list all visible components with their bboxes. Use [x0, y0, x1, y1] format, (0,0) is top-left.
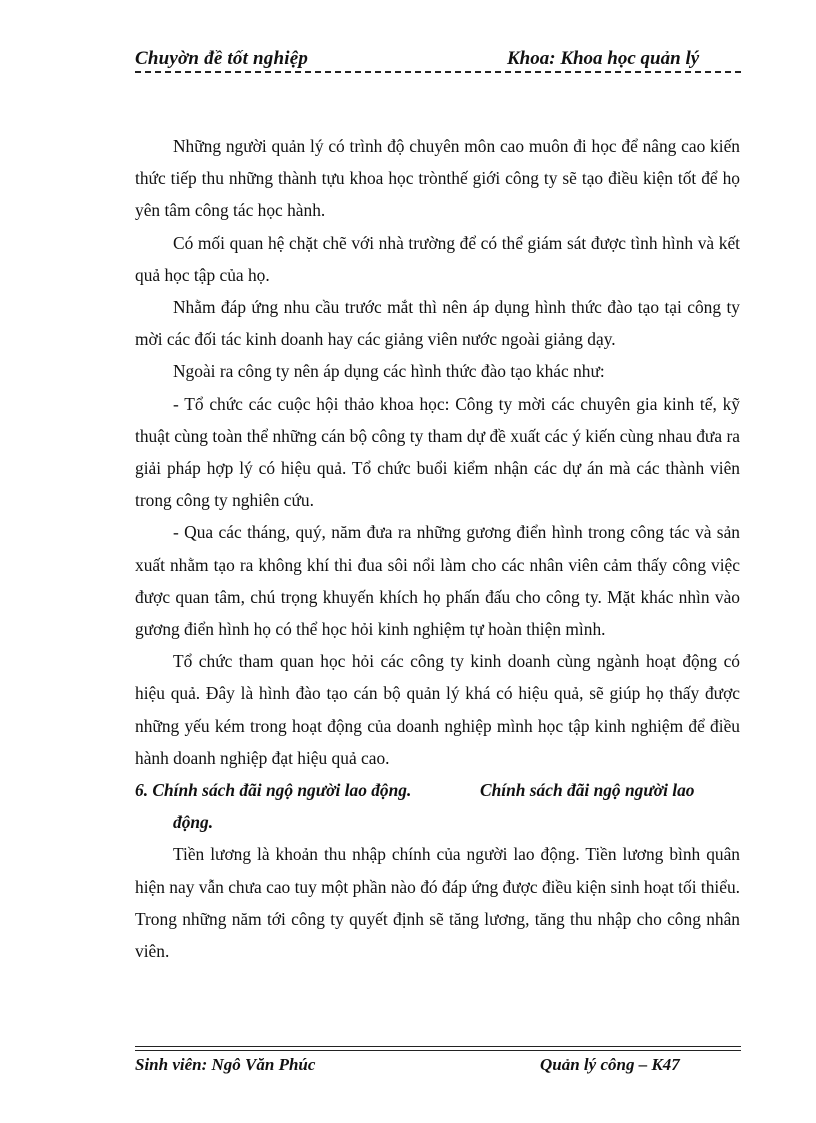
paragraph-1: Những người quản lý có trình độ chuyên môn cao muôn đi học để nâng cao kiến thức tiếp thu những thành tựu khoa học trònthế giới công ty sẽ tạo điều kiện tốt để họ yên tâm công tác học hành. — [135, 136, 740, 221]
header-left-title: Chuyờn đề tốt nghiệp — [135, 48, 309, 69]
section-heading — [135, 774, 740, 838]
paragraph-3: Nhằm đáp ứng nhu cầu trước mắt thì nên áp dụng hình thức đào tạo tại công ty mời các đối tác kinh doanh hay các giảng viên nước ngoài giảng dạy. — [135, 297, 740, 350]
footer-rule-top — [135, 1046, 741, 1047]
section-heading-repeat: Chính sách đãi ngộ người lao — [480, 780, 695, 801]
document-body — [135, 130, 740, 967]
footer-student-name: Sinh viên: Ngô Văn Phúc — [135, 1055, 316, 1074]
paragraph-6: - Qua các tháng, quý, năm đưa ra những gương điển hình trong công tác và sản xuất nhằm tạo ra không khí thi đua sôi nổi làm cho các nhân viên cảm thấy công việc được quan tâm, chú trọng khuyến khích họ phấn đấu cho công ty. Mặt khác nhìn vào gương điển hình họ có thể học hỏi kinh nghiệm tự hoàn thiện mình. — [135, 522, 740, 640]
header-dashed-rule — [135, 71, 741, 73]
section-heading-title: 6. Chính sách đãi ngộ người lao động. — [135, 780, 412, 801]
page-footer — [135, 1046, 741, 1080]
paragraph-7: Tổ chức tham quan học hỏi các công ty kinh doanh cùng ngành hoạt động có hiệu quả. Đây là hình đào tạo cán bộ quản lý khá có hiệu quả, sẽ giúp họ thấy được những yếu kém trong hoạt động của doanh nghiệp mình học tập kinh nghiệm để điều hành doanh nghiệp đạt hiệu quả cao. — [135, 651, 740, 768]
header-right-faculty: Khoa: Khoa học quản lý — [507, 48, 700, 69]
paragraph-4: Ngoài ra công ty nên áp dụng các hình thức đào tạo khác như: — [173, 361, 605, 382]
paragraph-2: Có mối quan hệ chặt chẽ với nhà trường để có thể giám sát được tình hình và kết quả học tập của họ. — [135, 232, 740, 285]
section-heading-continuation: động. — [173, 812, 214, 833]
footer-rule-bottom — [135, 1050, 741, 1051]
page-header — [135, 46, 741, 76]
paragraph-8: Tiền lương là khoản thu nhập chính của người lao động. Tiền lương bình quân hiện nay vẫn chưa cao tuy một phần nào đó đáp ứng được điều kiện sinh hoạt tối thiểu. Trong những năm tới công ty quyết định sẽ tăng lương, tăng thu nhập cho công nhân viên. — [135, 844, 740, 962]
paragraph-5: - Tổ chức các cuộc hội thảo khoa học: Công ty mời các chuyên gia kinh tế, kỹ thuật cùng toàn thể những cán bộ công ty tham dự đề xuất các ý kiến cùng nhau đưa ra giải pháp hợp lý có hiệu quả. Tổ chức buổi kiểm nhận các dự án mà các thành viên trong công ty nghiên cứu. — [135, 393, 740, 511]
footer-class: Quản lý công – K47 — [540, 1055, 680, 1074]
